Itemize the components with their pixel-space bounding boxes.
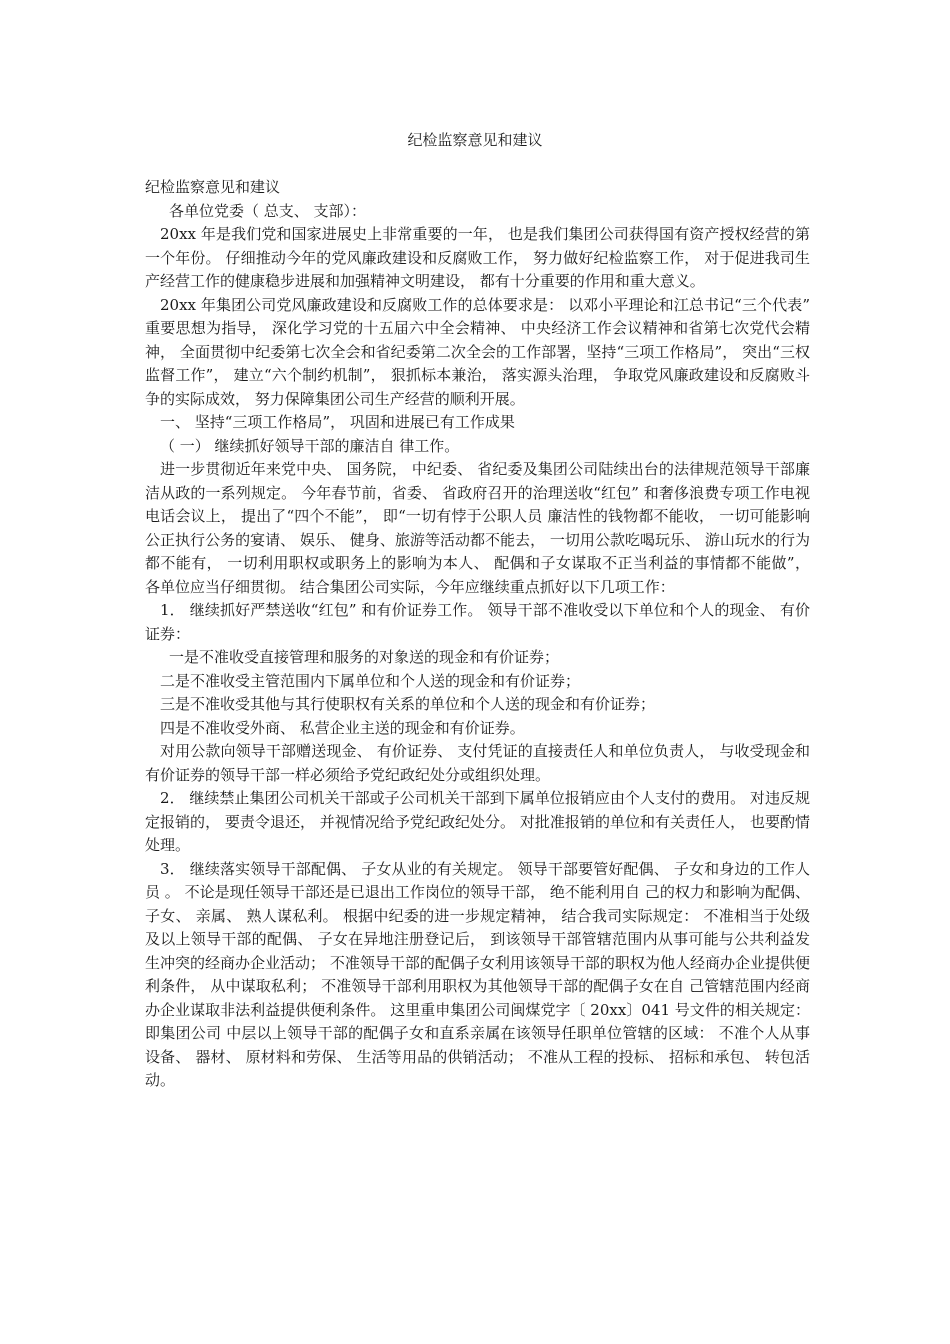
paragraph: 20xx 年是我们党和国家进展史上非常重要的一年， 也是我们集团公司获得国有资产授权经营的第一个年份。 仔细推动今年的党风廉政建设和反腐败工作， 努力做好纪检监察工作， 对于促进我司生产经营工作的健康稳步进展和加强精神文明建设， 都有十分重要的作用和重大意义。 [145, 225, 810, 290]
paragraph-salutation: 各单位党委（ 总支、 支部）： [169, 201, 367, 220]
section-heading: 一、 坚持“三项工作格局”， 巩固和进展已有工作成果 [160, 413, 515, 431]
subsection-heading: （ 一） 继续抓好领导干部的廉洁自 律工作。 [160, 436, 460, 455]
list-item: 3． 继续落实领导干部配偶、 子女从业的有关规定。 领导干部要管好配偶、 子女和身边的工作人员 。 不论是现任领导干部还是已退出工作岗位的领导干部， 绝不能利用自 己的权力和影响为配偶、 子女、 亲属、 熟人谋私利。 根据中纪委的进一步规定精神， 结合我司实际规定： 不准相当于处级及以上领导干部的配偶、 子女在异地注册登记后， 到该领导干部管辖范围内从事可能与公共利益发生冲突的经商办企业活动； 不准领导干部的配偶子女利用该领导干部的职权为他人经商办企业提供便利条件， 从中谋取私利； 不准领导干部利用职权为其他领导干部的配偶子女在自 己管辖范围内经商办企业谋取非法利益提供便利条件。 这里重申集团公司闽煤党字〔 20xx〕041 号文件的相关规定： 即集团公司 中层以上领导干部的配偶子女和直系亲属在该领导任职单位管辖的区域： 不准个人从事设备、 器材、 原材料和劳保、 生活等用品的供销活动； 不准从工程的投标、 招标和承包、 转包活动。 [145, 859, 810, 1089]
paragraph: 进一步贯彻近年来党中央、 国务院， 中纪委、 省纪委及集团公司陆续出台的法律规范领导干部廉洁从政的一系列规定。 今年春节前，省委、 省政府召开的治理送收“红包” 和奢侈浪费专项工作电视电话会议上， 提出了“四个不能”， 即“一切有悖于公职人员 廉洁性的钱物都不能收， 一切可能影响公正执行公务的宴请、 娱乐、 健身、旅游等活动都不能去， 一切用公款吃喝玩乐、 游山玩水的行为都不能有， 一切利用职权或职务上的影响为本人、 配偶和子女谋取不正当利益的事情都不能做”， 各单位应当仔细贯彻。 结合集团公司实际，今年应继续重点抓好以下几项工作： [145, 460, 810, 596]
document-title: 纪检监察意见和建议 [407, 131, 543, 149]
list-item: 二是不准收受主管范围内下属单位和个人送的现金和有价证券； [160, 671, 581, 690]
document-body [145, 176, 810, 1093]
paragraph-heading: 纪检监察意见和建议 [145, 178, 281, 196]
list-item: 三是不准收受其他与其行使职权有关系的单位和个人送的现金和有价证券； [160, 695, 656, 713]
paragraph: 对用公款向领导干部赠送现金、 有价证券、 支付凭证的直接责任人和单位负责人， 与收受现金和有价证券的领导干部一样必须给予党纪政纪处分或组织处理。 [145, 742, 810, 784]
list-item: 2． 继续禁止集团公司机关干部或子公司机关干部到下属单位报销应由个人支付的费用。 对违反规定报销的， 要责令退还， 并视情况给予党纪政纪处分。 对批准报销的单位和有关责任人， 也要酌情处理。 [145, 789, 810, 854]
list-item: 四是不准收受外商、 私营企业主送的现金和有价证券。 [160, 718, 525, 737]
list-item: 1． 继续抓好严禁送收“红包” 和有价证券工作。 领导干部不准收受以下单位和个人的现金、 有价证券： [145, 601, 810, 643]
list-item: 一是不准收受直接管理和服务的对象送的现金和有价证券； [169, 648, 560, 666]
paragraph: 20xx 年集团公司党风廉政建设和反腐败工作的总体要求是： 以邓小平理论和江总书记“三个代表” 重要思想为指导， 深化学习党的十五届六中全会精神、 中央经济工作会议精神和省第七次党代会精神， 全面贯彻中纪委第七次全会和省纪委第二次全会的工作部署，坚持“三项工作格局”， 突出“三权监督工作”， 建立“六个制约机制”， 狠抓标本兼治， 落实源头治理， 争取党风廉政建设和反腐败斗争的实际成效， 努力保障集团公司生产经营的顺利开展。 [145, 295, 810, 408]
